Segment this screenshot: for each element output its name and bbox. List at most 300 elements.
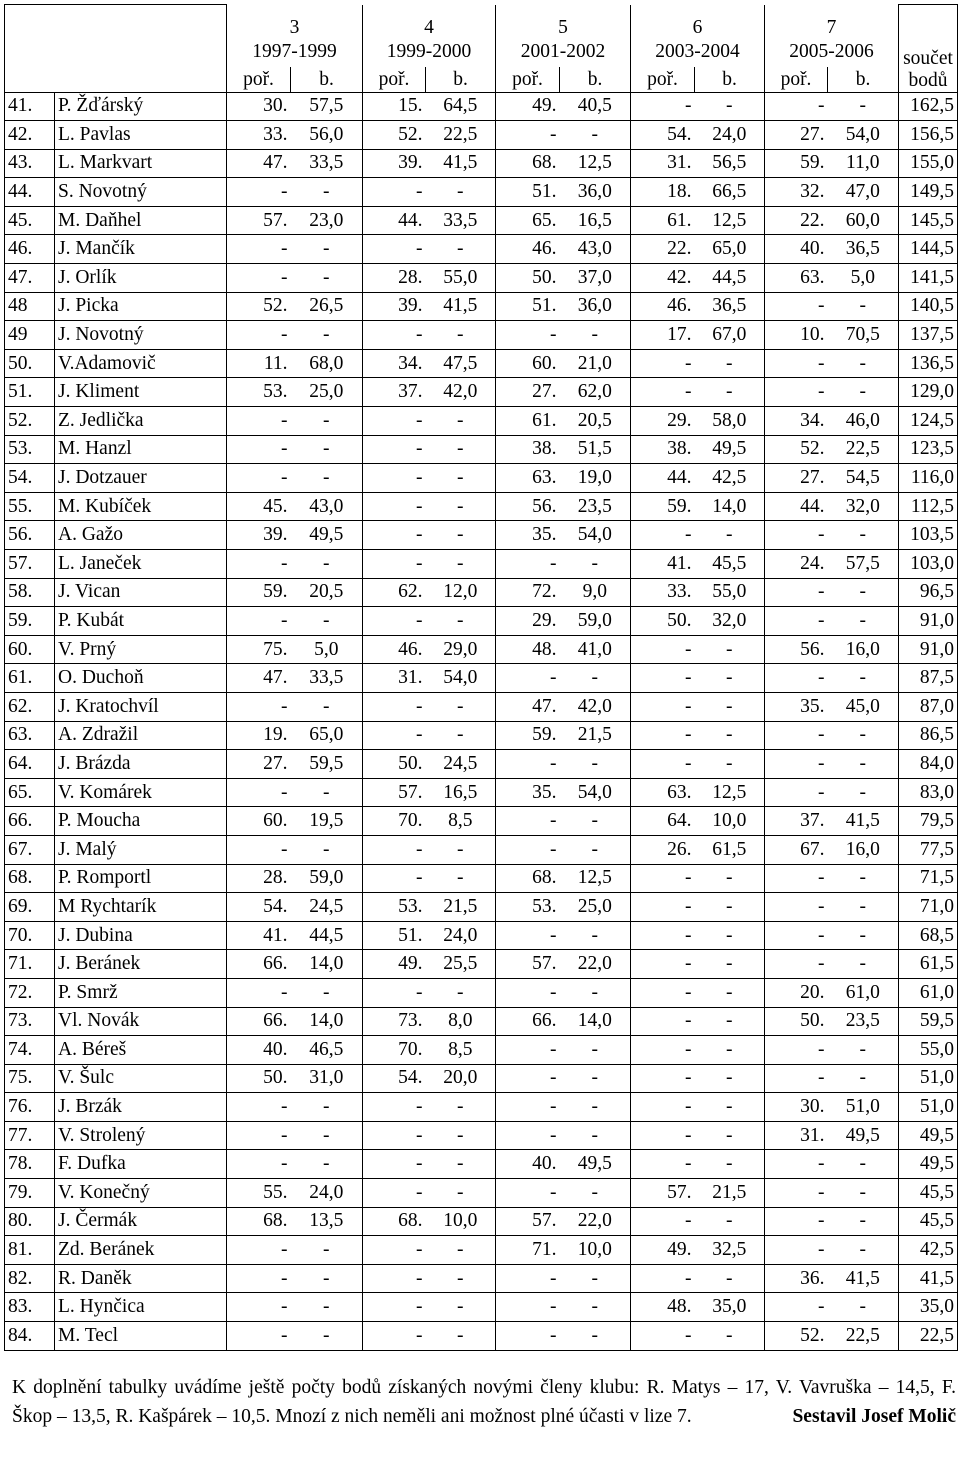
table-row <box>5 1207 958 1236</box>
points-cell: 23,5 <box>828 1007 899 1036</box>
rank-cell: 72. <box>5 978 55 1007</box>
table-row <box>5 664 958 693</box>
points-cell: 14,0 <box>291 950 363 979</box>
rank-cell: - <box>227 835 291 864</box>
sum-header-line1: součet <box>903 47 953 69</box>
points-cell: 54,0 <box>828 121 899 150</box>
rank-cell: - <box>363 692 426 721</box>
rank-cell: 27. <box>227 750 291 779</box>
rank-cell: 15. <box>363 92 426 121</box>
points-cell: - <box>426 178 496 207</box>
points-cell: - <box>695 635 765 664</box>
rank-cell: - <box>496 807 560 836</box>
rank-cell: - <box>496 1293 560 1322</box>
sum-cell: 51,0 <box>899 1064 958 1093</box>
name-cell: R. Daněk <box>55 1264 227 1293</box>
points-cell: 22,0 <box>560 950 631 979</box>
rank-cell: 75. <box>5 1064 55 1093</box>
rank-cell: 39. <box>363 292 426 321</box>
points-cell: 40,5 <box>560 92 631 121</box>
points-cell: - <box>560 750 631 779</box>
points-cell: 23,0 <box>291 206 363 235</box>
sum-cell: 84,0 <box>899 750 958 779</box>
points-cell: 47,0 <box>828 178 899 207</box>
rank-cell: - <box>765 521 828 550</box>
points-label: b. <box>560 67 631 93</box>
rank-cell: - <box>363 978 426 1007</box>
rank-cell: - <box>363 235 426 264</box>
rank-cell: 49. <box>363 950 426 979</box>
name-cell: P. Kubát <box>55 607 227 636</box>
points-cell: 61,5 <box>695 835 765 864</box>
points-cell: 41,5 <box>426 149 496 178</box>
rank-cell: 66. <box>227 1007 291 1036</box>
rank-cell: - <box>227 607 291 636</box>
rank-cell: - <box>363 407 426 436</box>
rank-cell: 47. <box>496 692 560 721</box>
points-cell: - <box>695 1207 765 1236</box>
rank-cell: - <box>363 178 426 207</box>
rank-cell: 81. <box>5 1236 55 1265</box>
rank-cell: 65. <box>5 778 55 807</box>
table-row <box>5 1093 958 1122</box>
sum-cell: 86,5 <box>899 721 958 750</box>
sum-cell: 112,5 <box>899 492 958 521</box>
points-cell: - <box>426 464 496 493</box>
points-cell: - <box>695 1322 765 1351</box>
sum-cell: 123,5 <box>899 435 958 464</box>
points-cell: 49,5 <box>695 435 765 464</box>
rank-cell: 44. <box>5 178 55 207</box>
rank-label: poř. <box>631 67 695 93</box>
table-row <box>5 178 958 207</box>
name-cell: V. Prný <box>55 635 227 664</box>
rank-cell: - <box>496 1036 560 1065</box>
points-cell: - <box>560 835 631 864</box>
rank-cell: - <box>765 378 828 407</box>
table-row <box>5 750 958 779</box>
rank-cell: 33. <box>227 121 291 150</box>
rank-cell: - <box>765 1293 828 1322</box>
points-cell: - <box>695 378 765 407</box>
table-header <box>5 5 958 93</box>
table-row <box>5 721 958 750</box>
name-cell: A. Gažo <box>55 521 227 550</box>
points-cell: 21,5 <box>695 1179 765 1208</box>
points-cell: - <box>560 121 631 150</box>
sum-cell: 91,0 <box>899 607 958 636</box>
points-cell: 65,0 <box>291 721 363 750</box>
name-cell: J. Čermák <box>55 1207 227 1236</box>
points-label: b. <box>291 67 363 93</box>
name-cell: Vl. Novák <box>55 1007 227 1036</box>
points-cell: 47,5 <box>426 349 496 378</box>
points-cell: - <box>560 1264 631 1293</box>
rank-cell: - <box>496 750 560 779</box>
points-cell: - <box>695 893 765 922</box>
sum-cell: 61,5 <box>899 950 958 979</box>
points-cell: - <box>828 1207 899 1236</box>
table-row <box>5 1264 958 1293</box>
sum-cell: 83,0 <box>899 778 958 807</box>
points-cell: 58,0 <box>695 407 765 436</box>
rank-cell: - <box>363 1293 426 1322</box>
rank-cell: 55. <box>5 492 55 521</box>
rank-cell: 75. <box>227 635 291 664</box>
rank-cell: 59. <box>227 578 291 607</box>
points-cell: 9,0 <box>560 578 631 607</box>
rank-cell: - <box>227 1150 291 1179</box>
table-row <box>5 1179 958 1208</box>
rank-cell: - <box>631 921 695 950</box>
period-years-7: 2005-2006 <box>765 39 899 67</box>
rank-cell: - <box>227 1264 291 1293</box>
rank-cell: - <box>631 950 695 979</box>
rank-cell: - <box>631 635 695 664</box>
rank-cell: - <box>227 978 291 1007</box>
points-cell: - <box>291 1322 363 1351</box>
points-cell: - <box>560 1179 631 1208</box>
name-cell: A. Béreš <box>55 1036 227 1065</box>
sum-cell: 45,5 <box>899 1207 958 1236</box>
rank-cell: 28. <box>227 864 291 893</box>
rank-cell: - <box>765 778 828 807</box>
points-cell: 59,0 <box>560 607 631 636</box>
rank-cell: 11. <box>227 349 291 378</box>
points-cell: 46,0 <box>828 407 899 436</box>
points-cell: 41,5 <box>426 292 496 321</box>
points-cell: 42,5 <box>695 464 765 493</box>
points-cell: - <box>828 721 899 750</box>
name-cell: L. Janeček <box>55 550 227 579</box>
period-num-3: 3 <box>227 5 363 39</box>
rank-cell: - <box>765 1064 828 1093</box>
rank-cell: 57. <box>496 1207 560 1236</box>
name-cell: F. Dufka <box>55 1150 227 1179</box>
sum-cell: 35,0 <box>899 1293 958 1322</box>
points-cell: - <box>426 235 496 264</box>
points-cell: 16,0 <box>828 835 899 864</box>
period-num-5: 5 <box>496 5 631 39</box>
points-cell: 24,0 <box>291 1179 363 1208</box>
rank-cell: 71. <box>5 950 55 979</box>
points-cell: - <box>426 492 496 521</box>
rank-cell: 39. <box>363 149 426 178</box>
rank-cell: - <box>363 1322 426 1351</box>
points-cell: 41,5 <box>828 807 899 836</box>
points-cell: - <box>291 692 363 721</box>
table-row <box>5 921 958 950</box>
sum-cell: 140,5 <box>899 292 958 321</box>
rank-cell: - <box>765 349 828 378</box>
points-cell: 45,0 <box>828 692 899 721</box>
rank-cell: 57. <box>363 778 426 807</box>
rank-cell: 63. <box>496 464 560 493</box>
rank-cell: 30. <box>765 1093 828 1122</box>
points-cell: - <box>560 664 631 693</box>
rank-cell: - <box>631 1064 695 1093</box>
table-row <box>5 950 958 979</box>
rank-cell: - <box>496 664 560 693</box>
rank-cell: - <box>363 1121 426 1150</box>
points-cell: 16,0 <box>828 635 899 664</box>
points-cell: - <box>426 692 496 721</box>
rank-cell: - <box>227 1121 291 1150</box>
rank-cell: 45. <box>227 492 291 521</box>
points-cell: 33,5 <box>291 664 363 693</box>
rank-cell: - <box>496 121 560 150</box>
points-cell: 41,5 <box>828 1264 899 1293</box>
period-num-4: 4 <box>363 5 496 39</box>
sum-cell: 103,5 <box>899 521 958 550</box>
points-cell: 57,5 <box>291 92 363 121</box>
points-cell: - <box>695 349 765 378</box>
sum-cell: 103,0 <box>899 550 958 579</box>
points-cell: - <box>426 607 496 636</box>
rank-cell: 48 <box>5 292 55 321</box>
points-cell: - <box>291 607 363 636</box>
name-cell: V.Adamovič <box>55 349 227 378</box>
points-cell: - <box>291 321 363 350</box>
rank-cell: - <box>765 864 828 893</box>
rank-label: poř. <box>496 67 560 93</box>
points-cell: - <box>695 750 765 779</box>
rank-cell: - <box>631 1036 695 1065</box>
points-cell: - <box>695 1036 765 1065</box>
name-cell: J. Brzák <box>55 1093 227 1122</box>
rank-cell: 48. <box>631 1293 695 1322</box>
table-row <box>5 893 958 922</box>
points-cell: - <box>426 835 496 864</box>
table-body <box>5 92 958 1350</box>
rank-cell: - <box>765 292 828 321</box>
rank-cell: - <box>631 978 695 1007</box>
rank-cell: 34. <box>363 349 426 378</box>
points-cell: - <box>291 1150 363 1179</box>
rank-cell: 57. <box>631 1179 695 1208</box>
rank-cell: 47. <box>5 264 55 293</box>
points-cell: - <box>426 1293 496 1322</box>
name-cell: Zd. Beránek <box>55 1236 227 1265</box>
rank-cell: - <box>631 721 695 750</box>
points-cell: 8,5 <box>426 1036 496 1065</box>
points-cell: - <box>828 893 899 922</box>
rank-cell: 54. <box>631 121 695 150</box>
points-cell: 32,0 <box>695 607 765 636</box>
rank-cell: - <box>631 349 695 378</box>
points-cell: - <box>426 864 496 893</box>
rank-cell: 50. <box>631 607 695 636</box>
points-cell: - <box>695 1264 765 1293</box>
rank-cell: 60. <box>227 807 291 836</box>
rank-cell: 17. <box>631 321 695 350</box>
name-cell: J. Dotzauer <box>55 464 227 493</box>
rank-cell: - <box>631 664 695 693</box>
note-text: K doplnění tabulky uvádíme ještě počty bodů získaných novými členy klubu: R. Matys – 17, V. Vavruška – 14,5, F. Škop – 13,5, R. Kašpárek – 10,5. Mnozí z nich neměli ani možnost plné účasti v lize 7. <box>12 1377 956 1427</box>
points-cell: - <box>426 1093 496 1122</box>
sum-cell: 155,0 <box>899 149 958 178</box>
name-cell: J. Brázda <box>55 750 227 779</box>
name-cell: L. Pavlas <box>55 121 227 150</box>
points-cell: 5,0 <box>291 635 363 664</box>
rank-cell: 18. <box>631 178 695 207</box>
points-cell: 24,0 <box>695 121 765 150</box>
points-cell: 59,0 <box>291 864 363 893</box>
points-cell: 13,5 <box>291 1207 363 1236</box>
rank-cell: 42. <box>5 121 55 150</box>
rank-cell: - <box>496 1121 560 1150</box>
rank-cell: 33. <box>631 578 695 607</box>
points-cell: 68,0 <box>291 349 363 378</box>
points-cell: - <box>828 750 899 779</box>
points-cell: - <box>560 1121 631 1150</box>
rank-cell: 44. <box>631 464 695 493</box>
points-cell: 10,0 <box>695 807 765 836</box>
name-cell: M Rychtarík <box>55 893 227 922</box>
table-row <box>5 264 958 293</box>
rank-cell: 79. <box>5 1179 55 1208</box>
table-row <box>5 864 958 893</box>
sum-cell: 68,5 <box>899 921 958 950</box>
sum-cell: 59,5 <box>899 1007 958 1036</box>
table-row <box>5 1007 958 1036</box>
rank-cell: - <box>363 835 426 864</box>
table-row <box>5 349 958 378</box>
sum-cell: 145,5 <box>899 206 958 235</box>
points-cell: 60,0 <box>828 206 899 235</box>
points-cell: - <box>828 1150 899 1179</box>
points-cell: - <box>828 92 899 121</box>
points-cell: - <box>695 1093 765 1122</box>
table-row <box>5 149 958 178</box>
rank-label: poř. <box>765 67 828 93</box>
rank-cell: 83. <box>5 1293 55 1322</box>
table-row <box>5 492 958 521</box>
points-cell: - <box>426 978 496 1007</box>
rank-cell: 38. <box>631 435 695 464</box>
points-cell: 51,0 <box>828 1093 899 1122</box>
rank-cell: - <box>227 692 291 721</box>
rank-cell: 59. <box>5 607 55 636</box>
rank-cell: - <box>227 1322 291 1351</box>
rank-cell: 29. <box>631 407 695 436</box>
table-row <box>5 407 958 436</box>
points-cell: 23,5 <box>560 492 631 521</box>
table-row <box>5 607 958 636</box>
rank-cell: 57. <box>227 206 291 235</box>
name-cell: M. Daňhel <box>55 206 227 235</box>
table-row <box>5 1121 958 1150</box>
sum-cell: 91,0 <box>899 635 958 664</box>
sum-cell: 42,5 <box>899 1236 958 1265</box>
rank-cell: 66. <box>5 807 55 836</box>
rank-cell: 54. <box>363 1064 426 1093</box>
points-cell: - <box>426 407 496 436</box>
rank-cell: 41. <box>5 92 55 121</box>
rank-cell: 45. <box>5 206 55 235</box>
name-cell: J. Orlík <box>55 264 227 293</box>
points-cell: 44,5 <box>695 264 765 293</box>
points-cell: 59,5 <box>291 750 363 779</box>
rank-cell: 29. <box>496 607 560 636</box>
points-cell: - <box>695 1007 765 1036</box>
rank-cell: - <box>363 864 426 893</box>
rank-cell: - <box>496 921 560 950</box>
name-cell: J. Dubina <box>55 921 227 950</box>
points-cell: 8,0 <box>426 1007 496 1036</box>
points-cell: 36,0 <box>560 178 631 207</box>
rank-cell: 68. <box>363 1207 426 1236</box>
points-cell: 55,0 <box>426 264 496 293</box>
sum-cell: 136,5 <box>899 349 958 378</box>
points-cell: 33,5 <box>426 206 496 235</box>
rank-cell: 63. <box>5 721 55 750</box>
points-cell: 11,0 <box>828 149 899 178</box>
points-cell: - <box>695 721 765 750</box>
rank-cell: 24. <box>765 550 828 579</box>
points-cell: - <box>426 321 496 350</box>
points-cell: 49,5 <box>291 521 363 550</box>
rank-cell: - <box>363 721 426 750</box>
rank-cell: 76. <box>5 1093 55 1122</box>
points-cell: 21,0 <box>560 349 631 378</box>
points-cell: 43,0 <box>560 235 631 264</box>
points-cell: 12,5 <box>695 778 765 807</box>
points-cell: - <box>695 664 765 693</box>
points-cell: 56,5 <box>695 149 765 178</box>
sum-cell: 162,5 <box>899 92 958 121</box>
sum-cell: 96,5 <box>899 578 958 607</box>
points-cell: - <box>426 1150 496 1179</box>
rank-cell: 67. <box>5 835 55 864</box>
points-cell: 12,5 <box>560 864 631 893</box>
rank-cell: - <box>227 321 291 350</box>
table-row <box>5 435 958 464</box>
table-row <box>5 978 958 1007</box>
name-cell: J. Malý <box>55 835 227 864</box>
points-cell: - <box>560 1093 631 1122</box>
points-label: b. <box>695 67 765 93</box>
rank-cell: - <box>496 1093 560 1122</box>
points-cell: 54,5 <box>828 464 899 493</box>
points-cell: - <box>695 1150 765 1179</box>
points-cell: 45,5 <box>695 550 765 579</box>
rank-cell: 35. <box>496 778 560 807</box>
rank-cell: 42. <box>631 264 695 293</box>
points-cell: - <box>291 407 363 436</box>
points-label: b. <box>828 67 899 93</box>
points-cell: - <box>828 292 899 321</box>
points-cell: - <box>828 921 899 950</box>
rank-cell: 74. <box>5 1036 55 1065</box>
rank-cell: - <box>765 578 828 607</box>
name-cell: P. Romportl <box>55 864 227 893</box>
rank-cell: - <box>496 321 560 350</box>
rank-cell: 37. <box>765 807 828 836</box>
points-cell: - <box>560 978 631 1007</box>
rank-cell: 37. <box>363 378 426 407</box>
period-years-5: 2001-2002 <box>496 39 631 67</box>
table-row <box>5 1064 958 1093</box>
rank-cell: 68. <box>496 149 560 178</box>
points-cell: 16,5 <box>560 206 631 235</box>
rank-cell: 53. <box>496 893 560 922</box>
sum-cell: 49,5 <box>899 1121 958 1150</box>
points-cell: - <box>828 664 899 693</box>
points-cell: - <box>291 1264 363 1293</box>
points-cell: 14,0 <box>560 1007 631 1036</box>
rank-cell: 53. <box>363 893 426 922</box>
